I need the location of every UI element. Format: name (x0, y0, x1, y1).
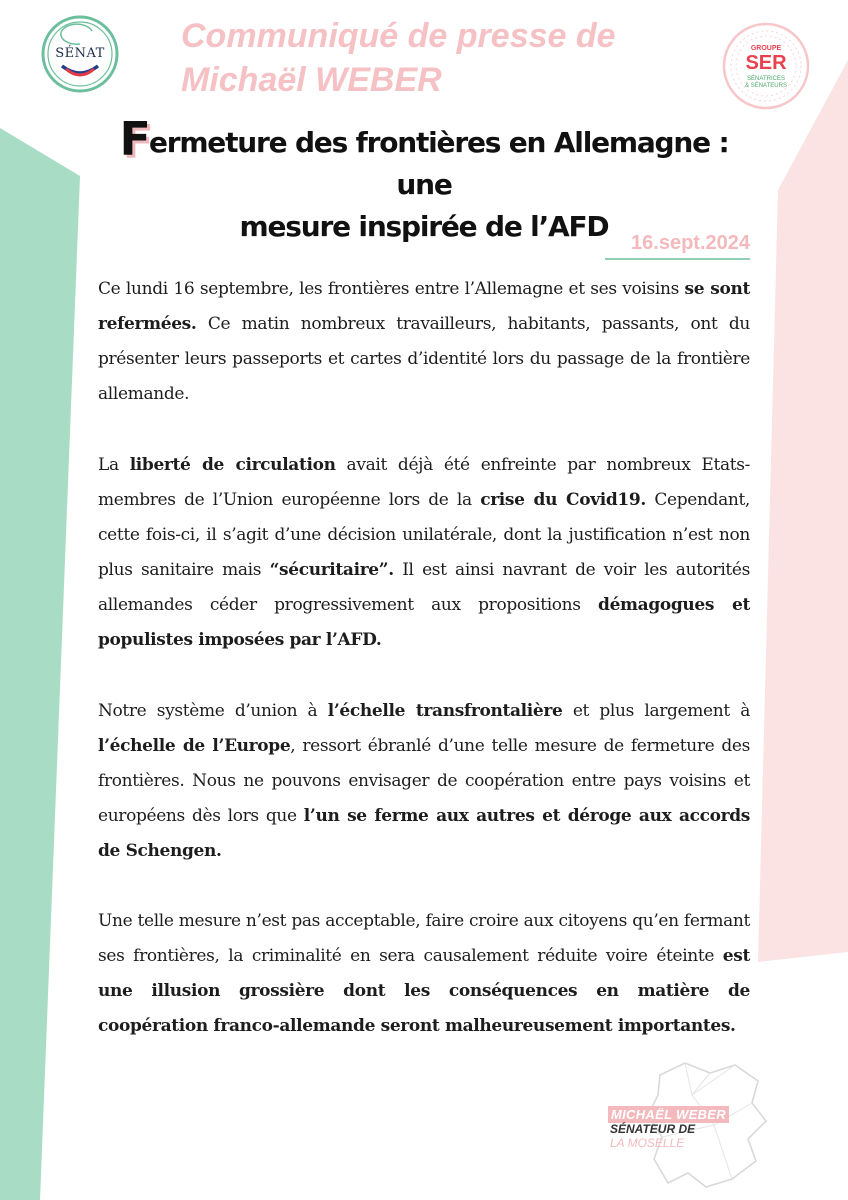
paragraph-text: et plus largement à (562, 701, 750, 721)
paragraph-1 (98, 272, 750, 412)
emphasis-text: démagogues et populistes imposées par l’AFD. (98, 595, 750, 650)
ser-group-logo (722, 22, 810, 110)
header-line-2: Michaël WEBER (181, 61, 442, 99)
paragraph-text: Cependant, cette fois-ci, il s’agit d’une décision unilatérale, dont la justification n’est non plus sanitaire mais (98, 490, 750, 580)
paragraph-4 (98, 904, 750, 1044)
emphasis-text: “sécuritaire”. (269, 560, 394, 580)
paragraph-2 (98, 448, 750, 658)
header-line-1: Communiqué de presse de (181, 17, 616, 55)
signature-role: SÉNATEUR DE (610, 1122, 696, 1136)
ser-logo-line2: SER (745, 52, 787, 74)
emphasis-text: est une illusion grossière dont les conséquences en matière de coopération franco-allemande seront malheureusement importantes. (98, 946, 750, 1036)
emphasis-text: l’échelle transfrontalière (327, 701, 563, 721)
paragraph-text: Il est ainsi navrant de voir les autorités allemandes céder progressivement aux propositions (98, 560, 750, 615)
paragraph-text: Ce lundi 16 septembre, les frontières entre l’Allemagne et ses voisins (98, 279, 685, 299)
paragraph-text: avait déjà été enfreinte par nombreux Etats-membres de l’Union européenne lors de la (98, 455, 750, 510)
paragraph-text: Notre système d’union à (98, 701, 328, 721)
title-line-1 (90, 112, 758, 206)
title-line-1-text: ermeture des frontières en Allemagne : une (148, 126, 729, 201)
publication-date: 16.sept.2024 (605, 232, 750, 260)
signature-department: LA MOSELLE (610, 1136, 685, 1150)
ser-logo-line3: SÉNATRICES (747, 76, 785, 82)
emphasis-text: crise du Covid19. (480, 490, 646, 510)
title-dropcap: F (119, 112, 149, 166)
title-line-2: mesure inspirée de l’AFD (239, 210, 609, 243)
mint-band-shape (0, 128, 80, 1200)
emphasis-text: l’un se ferme aux autres et déroge aux accords de Schengen. (98, 806, 750, 861)
emphasis-text: l’échelle de l’Europe (98, 736, 291, 756)
paragraph-text: , ressort ébranlé d’une telle mesure de fermeture des frontières. Nous ne pouvons envisager de coopération entre pays voisins et européens dès lors que (98, 736, 750, 826)
emphasis-text: liberté de circulation (129, 455, 336, 475)
paragraph-text: Ce matin nombreux travailleurs, habitants, passants, ont du présenter leurs passeports et cartes d’identité lors du passage de la frontière allemande. (98, 314, 750, 404)
senat-logo (40, 14, 120, 94)
pink-band-shape (758, 60, 848, 962)
signature-name: MICHAËL WEBER (608, 1106, 729, 1123)
ser-logo-line1: GROUPE (750, 45, 782, 52)
paragraph-3 (98, 694, 750, 869)
document-title (90, 112, 758, 248)
press-release-header (181, 14, 701, 102)
ser-logo-line4: & SÉNATEURS (745, 83, 787, 89)
emphasis-text: se sont refermées. (98, 279, 751, 334)
senat-logo-text: SÉNAT (55, 46, 105, 61)
paragraph-text: Une telle mesure n’est pas acceptable, faire croire aux citoyens qu’en fermant ses frontières, la criminalité en sera causalement réduite voire éteinte (98, 911, 750, 966)
paragraph-text: La (98, 455, 130, 475)
